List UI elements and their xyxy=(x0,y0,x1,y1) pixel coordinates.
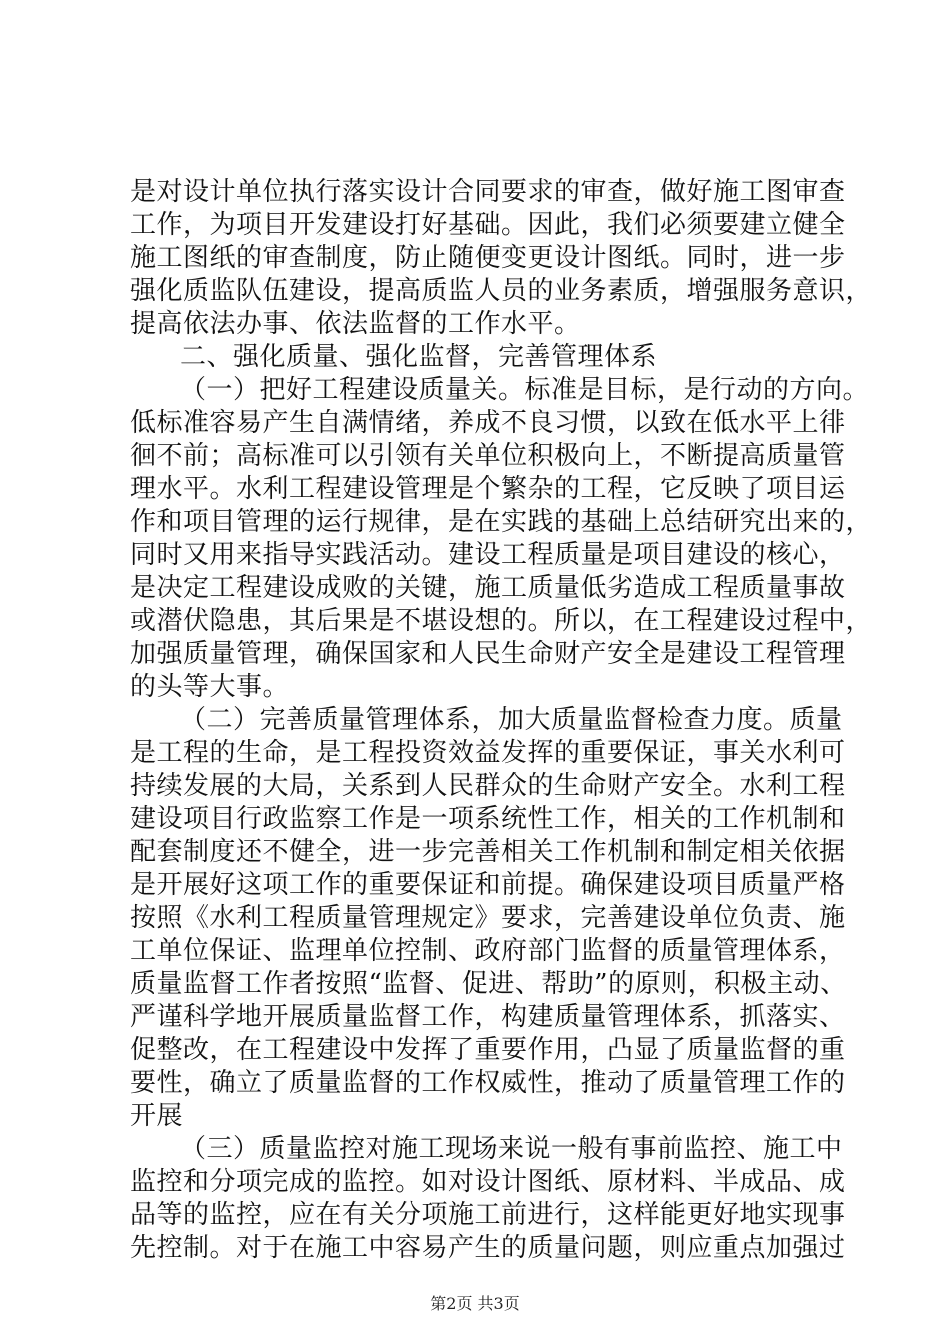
body-line-22: 是开展好这项工作的重要保证和前提。确保建设项目质量严格 xyxy=(130,870,846,900)
body-line-29: 开展 xyxy=(130,1101,184,1131)
body-line-30: （三）质量监控对施工现场来说一般有事前监控、施工中 xyxy=(180,1134,843,1164)
body-line-31: 监控和分项完成的监控。如对设计图纸、原材料、半成品、成 xyxy=(130,1167,846,1197)
body-line-21: 配套制度还不健全，进一步完善相关工作机制和制定相关依据 xyxy=(130,837,846,867)
body-line-17: （二）完善质量管理体系，加大质量监督检查力度。质量 xyxy=(180,705,843,735)
body-line-28: 要性，确立了质量监督的工作权威性，推动了质量管理工作的 xyxy=(130,1068,846,1098)
body-line-23: 按照《水利工程质量管理规定》要求，完善建设单位负责、施 xyxy=(130,903,846,933)
body-line-3: 施工图纸的审查制度，防止随便变更设计图纸。同时，进一步 xyxy=(130,243,846,273)
section-heading: 二、强化质量、强化监督，完善管理体系 xyxy=(180,342,658,372)
page-number-footer: 第2页 共3页 xyxy=(430,1294,520,1313)
body-line-24: 工单位保证、监理单位控制、政府部门监督的质量管理体系， xyxy=(130,936,846,966)
body-line-18: 是工程的生命，是工程投资效益发挥的重要保证，事关水利可 xyxy=(130,738,846,768)
body-line-5: 提高依法办事、依法监督的工作水平。 xyxy=(130,309,581,339)
body-line-27: 促整改，在工程建设中发挥了重要作用，凸显了质量监督的重 xyxy=(130,1035,846,1065)
body-line-9: 徊不前；高标准可以引领有关单位积极向上，不断提高质量管 xyxy=(130,441,846,471)
body-line-14: 或潜伏隐患，其后果是不堪设想的。所以，在工程建设过程中， xyxy=(130,606,873,636)
body-line-11: 作和项目管理的运行规律，是在实践的基础上总结研究出来的， xyxy=(130,507,873,537)
body-line-7: （一）把好工程建设质量关。标准是目标，是行动的方向。 xyxy=(180,375,870,405)
body-line-25: 质量监督工作者按照“监督、促进、帮助”的原则，积极主动、 xyxy=(130,969,847,999)
body-line-12: 同时又用来指导实践活动。建设工程质量是项目建设的核心， xyxy=(130,540,846,570)
body-line-2: 工作，为项目开发建设打好基础。因此，我们必须要建立健全 xyxy=(130,210,846,240)
body-line-26: 严谨科学地开展质量监督工作，构建质量管理体系，抓落实、 xyxy=(130,1002,846,1032)
body-line-10: 理水平。水利工程建设管理是个繁杂的工程，它反映了项目运 xyxy=(130,474,846,504)
body-line-13: 是决定工程建设成败的关键，施工质量低劣造成工程质量事故 xyxy=(130,573,846,603)
body-line-15: 加强质量管理，确保国家和人民生命财产安全是建设工程管理 xyxy=(130,639,846,669)
body-line-32: 品等的监控，应在有关分项施工前进行，这样能更好地实现事 xyxy=(130,1200,846,1230)
body-line-4: 强化质监队伍建设，提高质监人员的业务素质，增强服务意识， xyxy=(130,276,873,306)
body-line-33: 先控制。对于在施工中容易产生的质量问题，则应重点加强过 xyxy=(130,1233,846,1263)
body-line-16: 的头等大事。 xyxy=(130,672,290,702)
body-line-19: 持续发展的大局，关系到人民群众的生命财产安全。水利工程 xyxy=(130,771,846,801)
body-line-1: 是对设计单位执行落实设计合同要求的审查，做好施工图审查 xyxy=(130,177,846,207)
body-line-20: 建设项目行政监察工作是一项系统性工作，相关的工作机制和 xyxy=(130,804,846,834)
body-line-8: 低标准容易产生自满情绪，养成不良习惯，以致在低水平上徘 xyxy=(130,408,846,438)
